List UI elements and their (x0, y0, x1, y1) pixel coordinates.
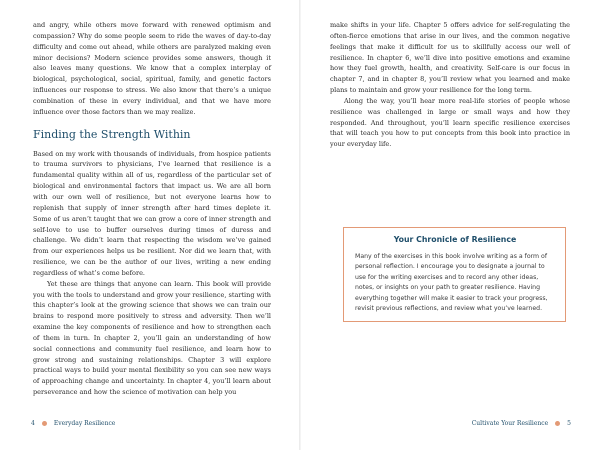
left-running-title: Everyday Resilience (53, 420, 116, 427)
right-footer (472, 420, 571, 427)
right-page (300, 0, 600, 450)
sidebar-box-text: Many of the exercises in this book involve writing as a form of personal reflection. I encourage you to designate a journal to use for the writing exercises and to record any other ideas, notes, or insights on your path to greater resilience. Having everything together will make it easier to track your progress, revisit previous reflections, and review what you’ve learned. (355, 253, 548, 313)
right-column (330, 20, 570, 150)
left-footer (31, 420, 115, 427)
right-paragraph-1: make shifts in your life. Chapter 5 offers advice for self-regulating the often-fierce emotions that arise in our lives, and the common negative feelings that make it difficult for us to skillfully access our well of resilience. In chapter 6, we’ll dive into positive emotions and examine how they fuel growth, health, and creativity. Self-care is our focus in chapter 7, and in chapter 8, you’ll review what you learned and make plans to maintain and grow your resilience for the long term. (330, 21, 570, 95)
footer-dot-icon (42, 421, 47, 426)
section-heading: Finding the Strength Within (33, 127, 191, 141)
right-page-number: 5 (567, 420, 571, 427)
left-paragraph-3: Yet these are things that anyone can learn. This book will provide you with the tools to understand and grow your resilience, starting with this chapter’s look at the growing science that shows we can train our brains to respond more positively to stress and adversity. Then we’ll examine the key components of resilience and how to strengthen each of them in turn. In chapter 2, you’ll gain an understanding of how social connections and community fuel resilience, and learn how to grow strong and sustaining relationships. Chapter 3 will explore practical ways to build your mental flexibility so you can see new ways of approaching change and uncertainty. In chapter 4, you’ll learn about perseverance and how the science of motivation can help you (33, 279, 271, 397)
right-paragraph-2: Along the way, you’ll hear more real-life stories of people whose resilience was challenged in large or small ways and how they responded. And throughout, you’ll learn specific resilience exercises that will teach you how to put concepts from this book into practice in your everyday life. (330, 96, 570, 149)
left-column (33, 20, 271, 398)
left-paragraph-1: and angry, while others move forward with renewed optimism and compassion? Why do some people seem to ride the waves of day-to-day difficulty and come out ahead, while others are paralyzed making even minor decisions? Modern science provides some answers, though it also leaves many questions. We know that a complex interplay of biological, psychological, social, spiritual, family, and genetic factors influences our response to stress. We also know that there’s a unique combination of these in every individual, and that we have more influence over those factors than we may realize. (33, 21, 271, 116)
sidebar-box (343, 227, 566, 322)
sidebar-box-title: Your Chronicle of Resilience (393, 235, 517, 244)
right-running-title: Cultivate Your Resilience (471, 420, 549, 427)
left-paragraph-2: Based on my work with thousands of individuals, from hospice patients to trauma survivors to physicians, I’ve learned that resilience is a fundamental quality within all of us, regardless of the particular set of biological and environmental factors that impact us. We are all born with our own well of resilience, but not everyone learns how to replenish that supply of inner strength after hard times deplete it. Some of us aren’t taught that we can grow a core of inner strength and self-love to use to buffer ourselves during times of duress and challenge. We didn’t learn that respecting the wisdom we’ve gained from our experiences helps us be resilient. Nor did we learn that, with resilience, we can be the author of our lives, writing a new ending regardless of what’s come before. (33, 149, 271, 277)
left-page-number: 4 (31, 420, 35, 427)
footer-dot-icon (555, 421, 560, 426)
